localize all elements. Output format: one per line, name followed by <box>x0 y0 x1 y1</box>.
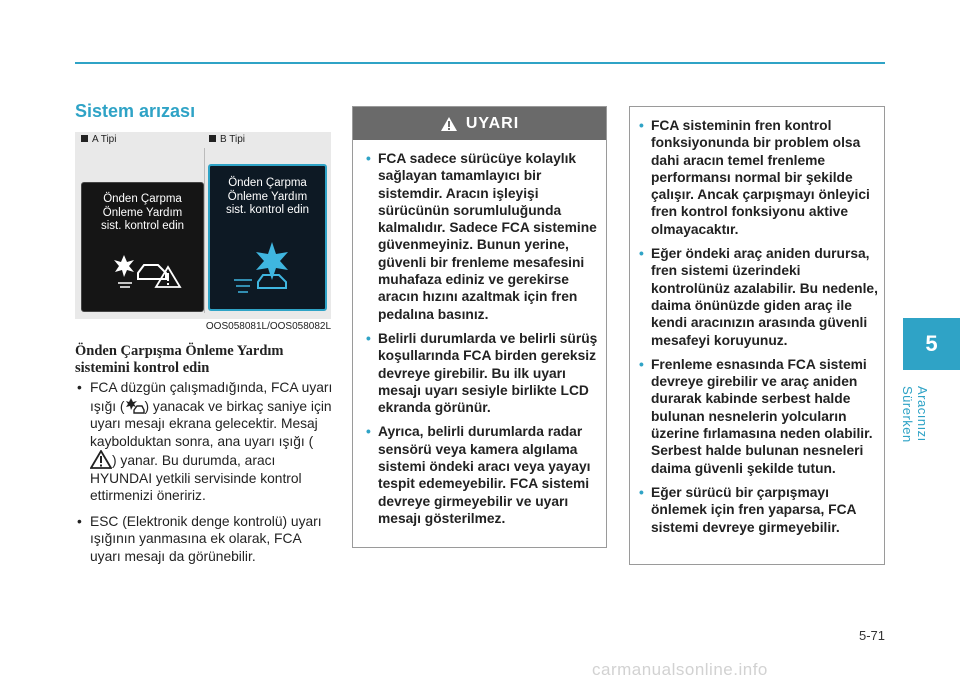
figure-caption: OOS058081L/OOS058082L <box>205 321 331 332</box>
fca-warning-icon <box>125 397 145 415</box>
list-item: • Eğer sürücü bir çarpışmayı önlemek için fren yaparsa, FCA sistemi devreye girmeyebilir. <box>639 484 878 536</box>
master-warning-triangle-icon <box>90 450 112 469</box>
list-item: • FCA sisteminin fren kontrol fonksiyonunda bir problem olsa dahi aracın temel frenleme performansı normal bir şekilde çalışır. Ancak çarpışmayı önleyici fren kontrol fonksiyonu aktive olmayacaktır. <box>639 117 878 238</box>
warning-box <box>352 106 607 548</box>
figure-label-a-text: A Tipi <box>92 134 117 145</box>
screen-type-a <box>81 182 204 312</box>
list-item: • FCA sadece sürücüye kolaylık sağlayan tamamlayıcı bir sistemdir. Aracın işleyişi sürücünün sorumluluğunda kalmalıdır. Sadece FCA sistemine güvenmeyiniz. Bunun yerine, güvenli bir frenleme mesafesini muhafaza ediniz ve gerekirse aracın hızını azaltmak için fren pedalına basınız. <box>366 150 598 323</box>
screen-b-line-3: sist. kontrol edin <box>225 204 310 216</box>
collision-car-icon <box>230 240 306 298</box>
top-rule <box>75 62 885 64</box>
warning-continued-list <box>630 107 884 536</box>
warning-continued-box <box>629 106 885 565</box>
chapter-number: 5 <box>925 331 938 356</box>
square-bullet-icon <box>81 135 88 142</box>
item-text-part: ) yanacak ve birkaç saniye için uyarı mesajı ekrana gelecektir. Mesaj kaybolduktan sonra, ana uyarı ışığı ( <box>90 398 332 449</box>
list-item: • Belirli durumlarda ve belirli sürüş koşullarında FCA birden gereksiz devreye girebilir. Bu ilk uyarı mesajı uyarı sesiyle birlikte LCD ekranda görünür. <box>366 330 598 416</box>
subheading: Önden Çarpışma Önleme Yardım sistemini kontrol edin <box>75 343 284 376</box>
screen-a-line-3: sist. kontrol edin <box>100 220 185 232</box>
left-bullet-list <box>75 379 333 573</box>
square-bullet-icon <box>209 135 216 142</box>
chapter-number-tab[interactable] <box>903 318 960 370</box>
figure-label-b-text: B Tipi <box>220 134 246 145</box>
screen-type-b <box>208 164 327 311</box>
item-text-part: FCA düzgün çalışmadığında, FCA uyarı ışığı ( <box>90 380 333 414</box>
warning-triangle-icon <box>440 116 458 132</box>
list-item <box>75 379 333 505</box>
screen-b-line-2: Önleme Yardım <box>227 190 308 203</box>
item-text-part: ) yanar. Bu durumda, aracı HYUNDAI yetkili servisinde kontrol ettirmenizi öneririz. <box>90 453 302 503</box>
warning-title: UYARI <box>465 114 520 132</box>
figure-divider <box>204 148 205 313</box>
list-item: • Frenleme esnasında FCA sistemi devreye girebilir ve araç aniden durarak kabinde serbest halde bulunan nesnelerin yolcuların üzerine fırlamasına neden olabilir. Serbest halde bulunan nesneleri daima güvenli şekilde tutun. <box>639 356 878 477</box>
warning-list <box>353 140 606 527</box>
screen-a-message <box>82 193 203 234</box>
watermark-link[interactable]: carmanualsonline.info <box>592 660 768 679</box>
figure-label-a <box>81 134 116 145</box>
chapter-side-title: Aracınızı Sürerken <box>900 386 930 443</box>
list-item: • Ayrıca, belirli durumlarda radar sensörü veya kamera algılama sistemi öndeki aracı veya yayayı tespit edemeyebilir. FCA sistemi devreye girmeyebilir ve uyarı mesajı gösterilmez. <box>366 423 598 527</box>
page-number: 5-71 <box>858 628 885 643</box>
collision-car-icon <box>112 251 182 291</box>
figure-label-b <box>209 134 245 145</box>
section-title: Sistem arızası <box>75 101 196 121</box>
list-item: • ESC (Elektronik denge kontrolü) uyarı ışığının yanmasına ek olarak, FCA uyarı mesajı da görünebilir. <box>75 513 333 566</box>
screen-b-line-1: Önden Çarpma <box>228 177 307 189</box>
warning-header <box>353 107 606 140</box>
cluster-message-figure <box>75 132 331 319</box>
screen-b-message <box>210 177 325 218</box>
list-item: • Eğer öndeki araç aniden durursa, fren sistemi üzerindeki kontrolünüz azalabilir. Bu nedenle, daima önünüzde giden araç ile kendi aracınızın arasında güvenli mesafeyi koruyunuz. <box>639 245 878 349</box>
screen-a-line-1: Önden Çarpma <box>103 193 182 205</box>
screen-a-line-2: Önleme Yardım <box>102 206 183 219</box>
